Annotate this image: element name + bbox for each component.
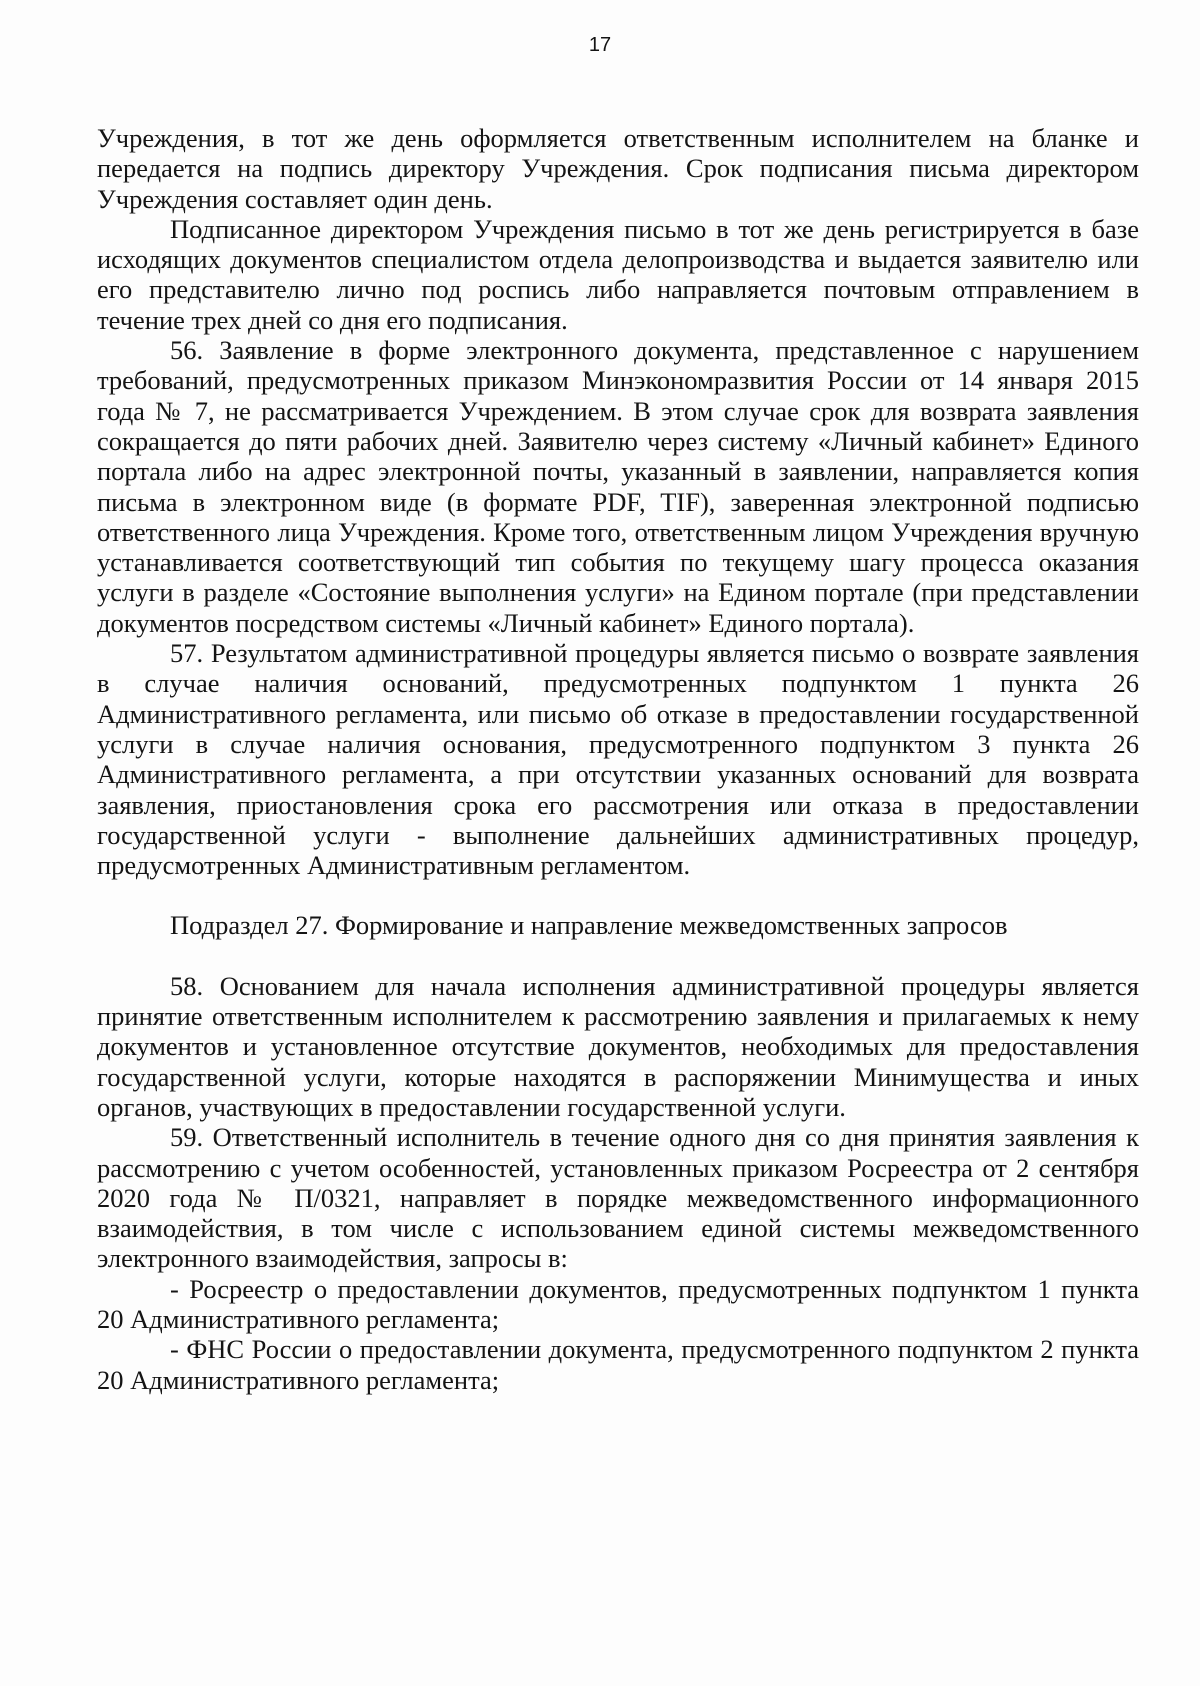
page-number: 17 xyxy=(588,34,612,56)
paragraph-59: 59. Ответственный исполнитель в течение одного дня со дня принятия заявления к рассмотрению с учетом особенностей, установленных приказом Росреестра от 2 сентября 2020 года № П/0321, направляет в порядке межведомственного информационного взаимодействия, в том числе с использованием единой системы межведомственного электронного взаимодействия, запросы в: xyxy=(97,1122,1139,1274)
paragraph-56: 56. Заявление в форме электронного документа, представленное с нарушением требований, предусмотренных приказом Минэкономразвития России от 14 января 2015 года № 7, не рассматривается Учреждением. В этом случае срок для возврата заявления сокращается до пяти рабочих дней. Заявителю через систему «Личный кабинет» Единого портала либо на адрес электронной почты, указанный в заявлении, направляется копия письма в электронном виде (в формате PDF, TIF), заверенная электронной подписью ответственного лица Учреждения. Кроме того, ответственным лицом Учреждения вручную устанавливается соответствующий тип события по текущему шагу процесса оказания услуги в разделе «Состояние выполнения услуги» на Едином портале (при представлении документов посредством системы «Личный кабинет» Единого портала). xyxy=(97,335,1139,638)
subsection-heading: Подраздел 27. Формирование и направление межведомственных запросов xyxy=(170,910,1008,941)
paragraph-signed-letter: Подписанное директором Учреждения письмо в тот же день регистрируется в базе исходящих документов специалистом отдела делопроизводства и выдается заявителю или его представителю лично под роспись либо направляется почтовым отправлением в течение трех дней со дня его подписания. xyxy=(97,213,1139,335)
list-item-fns: - ФНС России о предоставлении документа, предусмотренного подпунктом 2 пункта 20 Административного регламента; xyxy=(97,1334,1139,1395)
list-item-rosreestr: - Росреестр о предоставлении документов, предусмотренных подпунктом 1 пункта 20 Административного регламента; xyxy=(97,1273,1139,1334)
document-body xyxy=(97,123,1139,1395)
paragraph-continuation: Учреждения, в тот же день оформляется ответственным исполнителем на бланке и передается на подпись директору Учреждения. Срок подписания письма директором Учреждения составляет один день. xyxy=(97,123,1139,214)
paragraph-57: 57. Результатом административной процедуры является письмо о возврате заявления в случае наличия оснований, предусмотренных подпунктом 1 пункта 26 Административного регламента, или письмо об отказе в предоставлении государственной услуги в случае наличия основания, предусмотренного подпунктом 3 пункта 26 Административного регламента, а при отсутствии указанных оснований для возврата заявления, приостановления срока его рассмотрения или отказа в предоставлении государственной услуги - выполнение дальнейших административных процедур, предусмотренных Административным регламентом. xyxy=(97,638,1139,881)
paragraph-58: 58. Основанием для начала исполнения административной процедуры является принятие ответственным исполнителем к рассмотрению заявления и прилагаемых к нему документов и установленное отсутствие документов, необходимых для предоставления государственной услуги, которые находятся в распоряжении Минимущества и иных органов, участвующих в предоставлении государственной услуги. xyxy=(97,970,1139,1122)
